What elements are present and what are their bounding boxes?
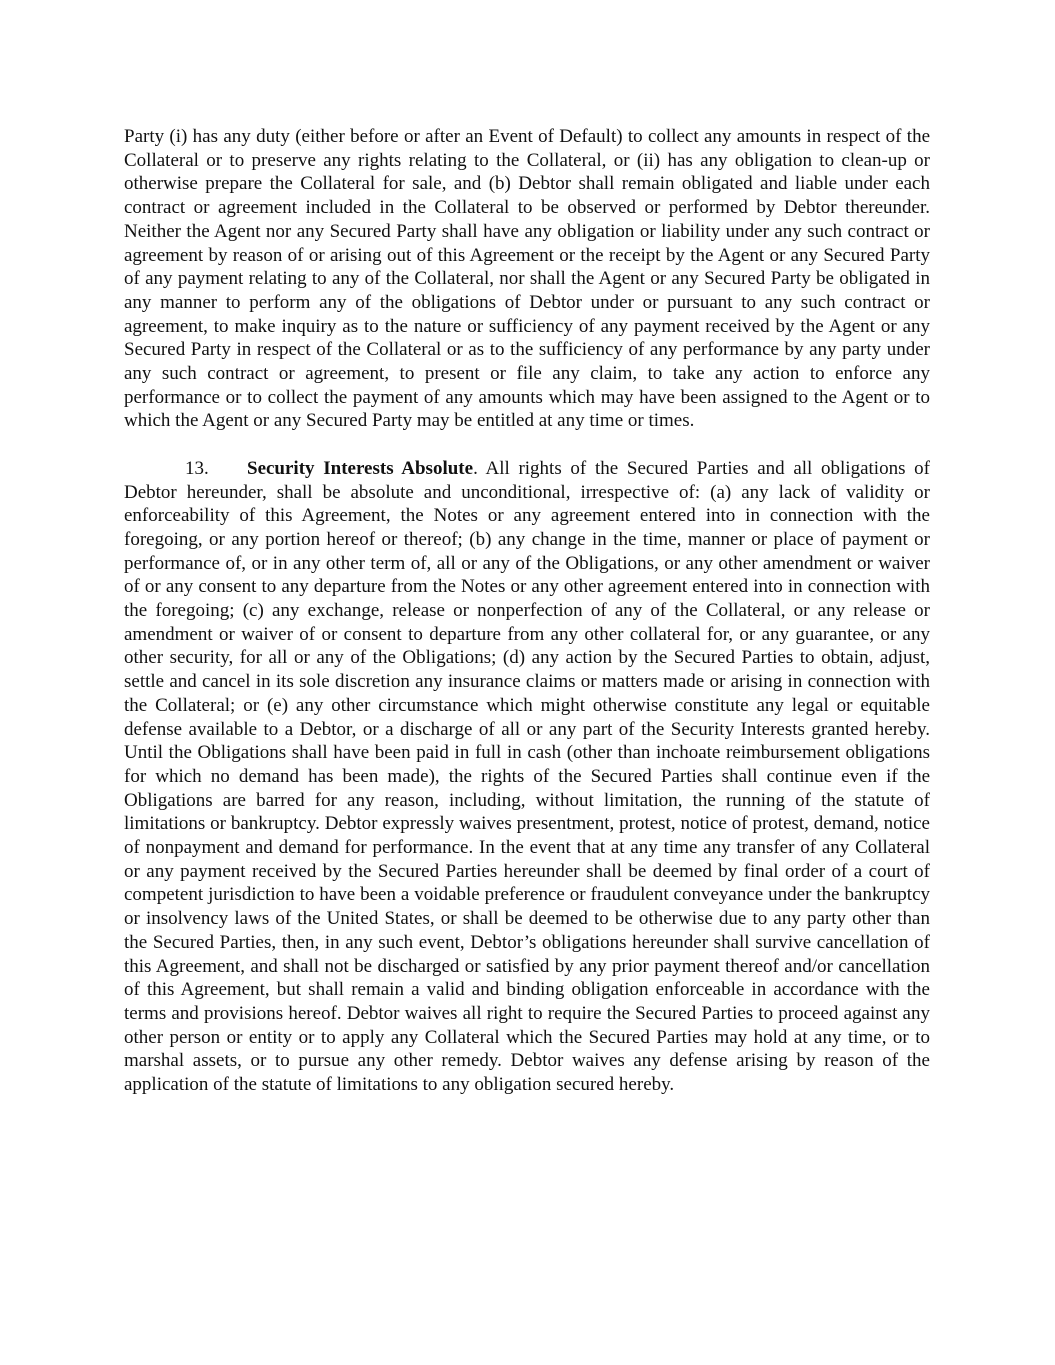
section-13-paragraph: [124, 457, 930, 1097]
section-body: . All rights of the Secured Parties and all obligations of Debtor hereunder, shall be absolute and unconditional, irrespective of: (a) any lack of validity or enforceability of this Agreement, the Notes or any agreement entered into in connection with the foregoing, or any portion hereof or thereof; (b) any change in the time, manner or place of payment or performance of, or in any other term of, all or any of the Obligations, or any other amendment or waiver of or any consent to any departure from the Notes or any other agreement entered into in connection with the foregoing; (c) any exchange, release or nonperfection of any of the Collateral, or any release or amendment or waiver of or consent to departure from any other collateral for, or any guarantee, or any other security, for all or any of the Obligations; (d) any action by the Secured Parties to obtain, adjust, settle and cancel in its sole discretion any insurance claims or matters made or arising in connection with the Collateral; or (e) any other circumstance which might otherwise constitute any legal or equitable defense available to a Debtor, or a discharge of all or any part of the Security Interests granted hereby. Until the Obligations shall have been paid in full in cash (other than inchoate reimbursement obligations for which no demand has been made), the rights of the Secured Parties shall continue even if the Obligations are barred for any reason, including, without limitation, the running of the statute of limitations or bankruptcy. Debtor expressly waives presentment, protest, notice of protest, demand, notice of nonpayment and demand for performance. In the event that at any time any transfer of any Collateral or any payment received by the Secured Parties hereunder shall be deemed by final order of a court of competent jurisdiction to have been a voidable preference or fraudulent conveyance under the bankruptcy or insolvency laws of the United States, or shall be deemed to be otherwise due to any party other than the Secured Parties, then, in any such event, Debtor’s obligations hereunder shall survive cancellation of this Agreement, and shall not be discharged or satisfied by any prior payment thereof and/or cancellation of this Agreement, but shall remain a valid and binding obligation enforceable in accordance with the terms and provisions hereof. Debtor waives all right to require the Secured Parties to proceed against any other person or entity or to apply any Collateral which the Secured Parties may hold at any time, or to marshal assets, or to pursue any other remedy. Debtor waives any defense arising by reason of the application of the statute of limitations to any obligation secured hereby.: [124, 457, 931, 1096]
section-number: 13.: [185, 457, 209, 479]
continuation-paragraph: Party (i) has any duty (either before or after an Event of Default) to collect any amounts in respect of the Collateral or to preserve any rights relating to the Collateral, or (ii) has any obligation to clean-up or otherwise prepare the Collateral for sale, and (b) Debtor shall remain obligated and liable under each contract or agreement included in the Collateral to be observed or performed by Debtor thereunder. Neither the Agent nor any Secured Party shall have any obligation or liability under any such contract or agreement by reason of or arising out of this Agreement or the receipt by the Agent or any Secured Party of any payment relating to any of the Collateral, nor shall the Agent or any Secured Party be obligated in any manner to perform any of the obligations of Debtor under or pursuant to any such contract or agreement, to make inquiry as to the nature or sufficiency of any payment received by the Agent or any Secured Party in respect of the Collateral or as to the sufficiency of any performance by any party under any such contract or agreement, to present or file any claim, to take any action to enforce any performance or to collect the payment of any amounts which may have been assigned to the Agent or to which the Agent or any Secured Party may be entitled at any time or times.: [124, 126, 930, 432]
section-heading: Security Interests Absolute: [247, 457, 474, 479]
document-page: [124, 125, 930, 1097]
